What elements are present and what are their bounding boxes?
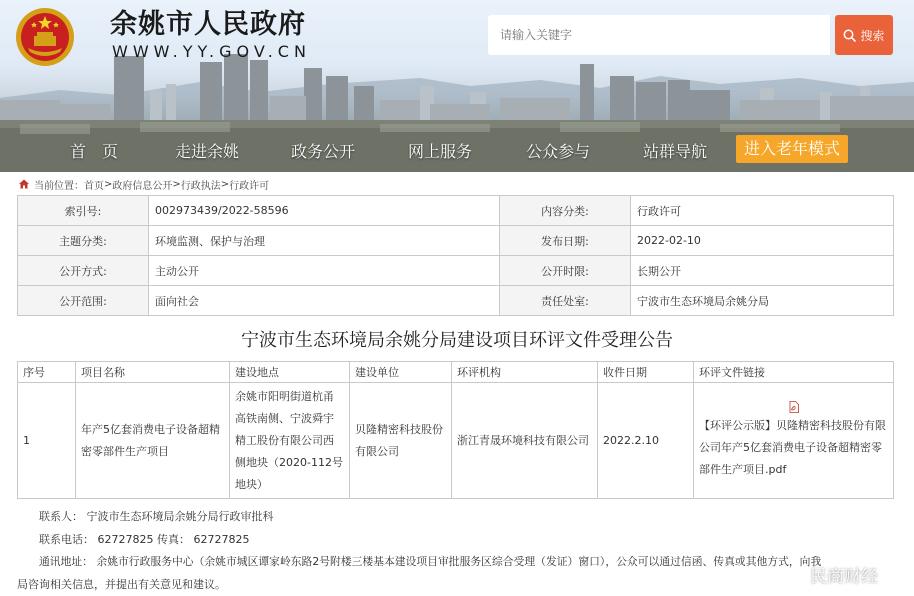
project-table [17, 361, 894, 499]
meta-value-time-limit: 长期公开 [631, 256, 894, 286]
breadcrumb-separator: > [220, 178, 230, 190]
header-banner [0, 0, 914, 172]
project-agency: 浙江青晟环境科技有限公司 [452, 383, 598, 499]
site-url: WWW.YY.GOV.CN [112, 42, 311, 61]
search-input[interactable] [488, 15, 830, 55]
contact-address-cont: 局咨询相关信息，并提出有关意见和建议。 [17, 578, 226, 591]
nav-item-home[interactable]: 首 页 [70, 142, 119, 161]
table-row [18, 383, 894, 499]
column-header: 收件日期 [598, 362, 694, 383]
project-date: 2022.2.10 [598, 383, 694, 499]
weibo-watermark [778, 562, 878, 587]
meta-label: 内容分类: [500, 196, 631, 226]
meta-value-scope: 面向社会 [149, 286, 500, 316]
meta-value-category: 行政许可 [631, 196, 894, 226]
weibo-icon [778, 564, 806, 586]
column-header: 序号 [18, 362, 76, 383]
search-button-label: 搜索 [860, 28, 885, 43]
contact-person: 联系人： 宁波市生态环境局余姚分局行政审批科 [39, 510, 274, 523]
nav-item-online-service[interactable]: 网上服务 [408, 142, 473, 161]
breadcrumb-license[interactable]: 行政许可 [229, 180, 270, 192]
breadcrumb-enforcement[interactable]: 行政执法 [180, 180, 221, 192]
pdf-file-icon[interactable] [789, 401, 799, 413]
column-header: 建设单位 [350, 362, 452, 383]
table-row [18, 286, 894, 316]
meta-value-index: 002973439/2022-58596 [149, 196, 500, 226]
table-row [18, 256, 894, 286]
breadcrumb-separator: > [104, 178, 113, 190]
meta-label: 责任处室: [500, 286, 631, 316]
column-header: 建设地点 [230, 362, 350, 383]
project-name: 年产5亿套消费电子设备超精密零部件生产项目 [76, 383, 230, 499]
project-index: 1 [18, 383, 76, 499]
meta-label: 公开方式: [18, 256, 149, 286]
breadcrumb-prefix: 当前位置： [34, 180, 84, 192]
nav-item-gov-info[interactable]: 政务公开 [291, 142, 356, 161]
meta-value-department: 宁波市生态环境局余姚分局 [631, 286, 894, 316]
table-row [18, 226, 894, 256]
nav-item-about[interactable]: 走进余姚 [175, 142, 240, 161]
home-icon [18, 178, 30, 190]
search-button[interactable] [835, 15, 893, 55]
meta-info-table [17, 195, 894, 316]
table-row [18, 196, 894, 226]
meta-label: 发布日期: [500, 226, 631, 256]
meta-value-publish-method: 主动公开 [149, 256, 500, 286]
nav-item-participation[interactable]: 公众参与 [526, 142, 591, 161]
meta-value-publish-date: 2022-02-10 [631, 226, 894, 256]
meta-label: 公开时限: [500, 256, 631, 286]
national-emblem-logo [14, 6, 76, 68]
document-title: 宁波市生态环境局余姚分局建设项目环评文件受理公告 [241, 330, 673, 351]
project-file-cell [694, 383, 894, 499]
column-header: 环评文件链接 [694, 362, 894, 383]
meta-value-topic: 环境监测、保护与治理 [149, 226, 500, 256]
table-header-row [18, 362, 894, 383]
breadcrumb-home[interactable]: 首页 [84, 180, 104, 192]
watermark-text: 民商财经 [810, 567, 878, 587]
breadcrumb [18, 176, 269, 192]
nav-item-site-nav[interactable]: 站群导航 [643, 142, 708, 161]
column-header: 环评机构 [452, 362, 598, 383]
project-location: 余姚市阳明街道杭甬高铁南侧、宁波舜宇精工股份有限公司西侧地块（2020-112号地块） [230, 383, 350, 499]
main-nav [0, 134, 914, 172]
breadcrumb-gov-info[interactable]: 政府信息公开 [112, 180, 173, 192]
breadcrumb-separator: > [172, 178, 181, 190]
site-title: 余姚市人民政府 [110, 9, 306, 40]
meta-label: 主题分类: [18, 226, 149, 256]
meta-label: 公开范围: [18, 286, 149, 316]
contact-address: 通讯地址： 余姚市行政服务中心（余姚市城区谭家岭东路2号附楼三楼基本建设项目审批服务区综合受理（发证）窗口），公众可以通过信函、传真或其他方式，向我 [39, 555, 822, 568]
contact-phone: 联系电话： 62727825 传真： 62727825 [39, 533, 250, 546]
project-builder: 贝隆精密科技股份有限公司 [350, 383, 452, 499]
senior-mode-button[interactable]: 进入老年模式 [736, 135, 848, 163]
meta-label: 索引号: [18, 196, 149, 226]
search-icon [843, 29, 856, 42]
column-header: 项目名称 [76, 362, 230, 383]
eia-file-link[interactable]: 【环评公示版】贝隆精密科技股份有限公司年产5亿套消费电子设备超精密零部件生产项目.pdf [699, 418, 886, 476]
